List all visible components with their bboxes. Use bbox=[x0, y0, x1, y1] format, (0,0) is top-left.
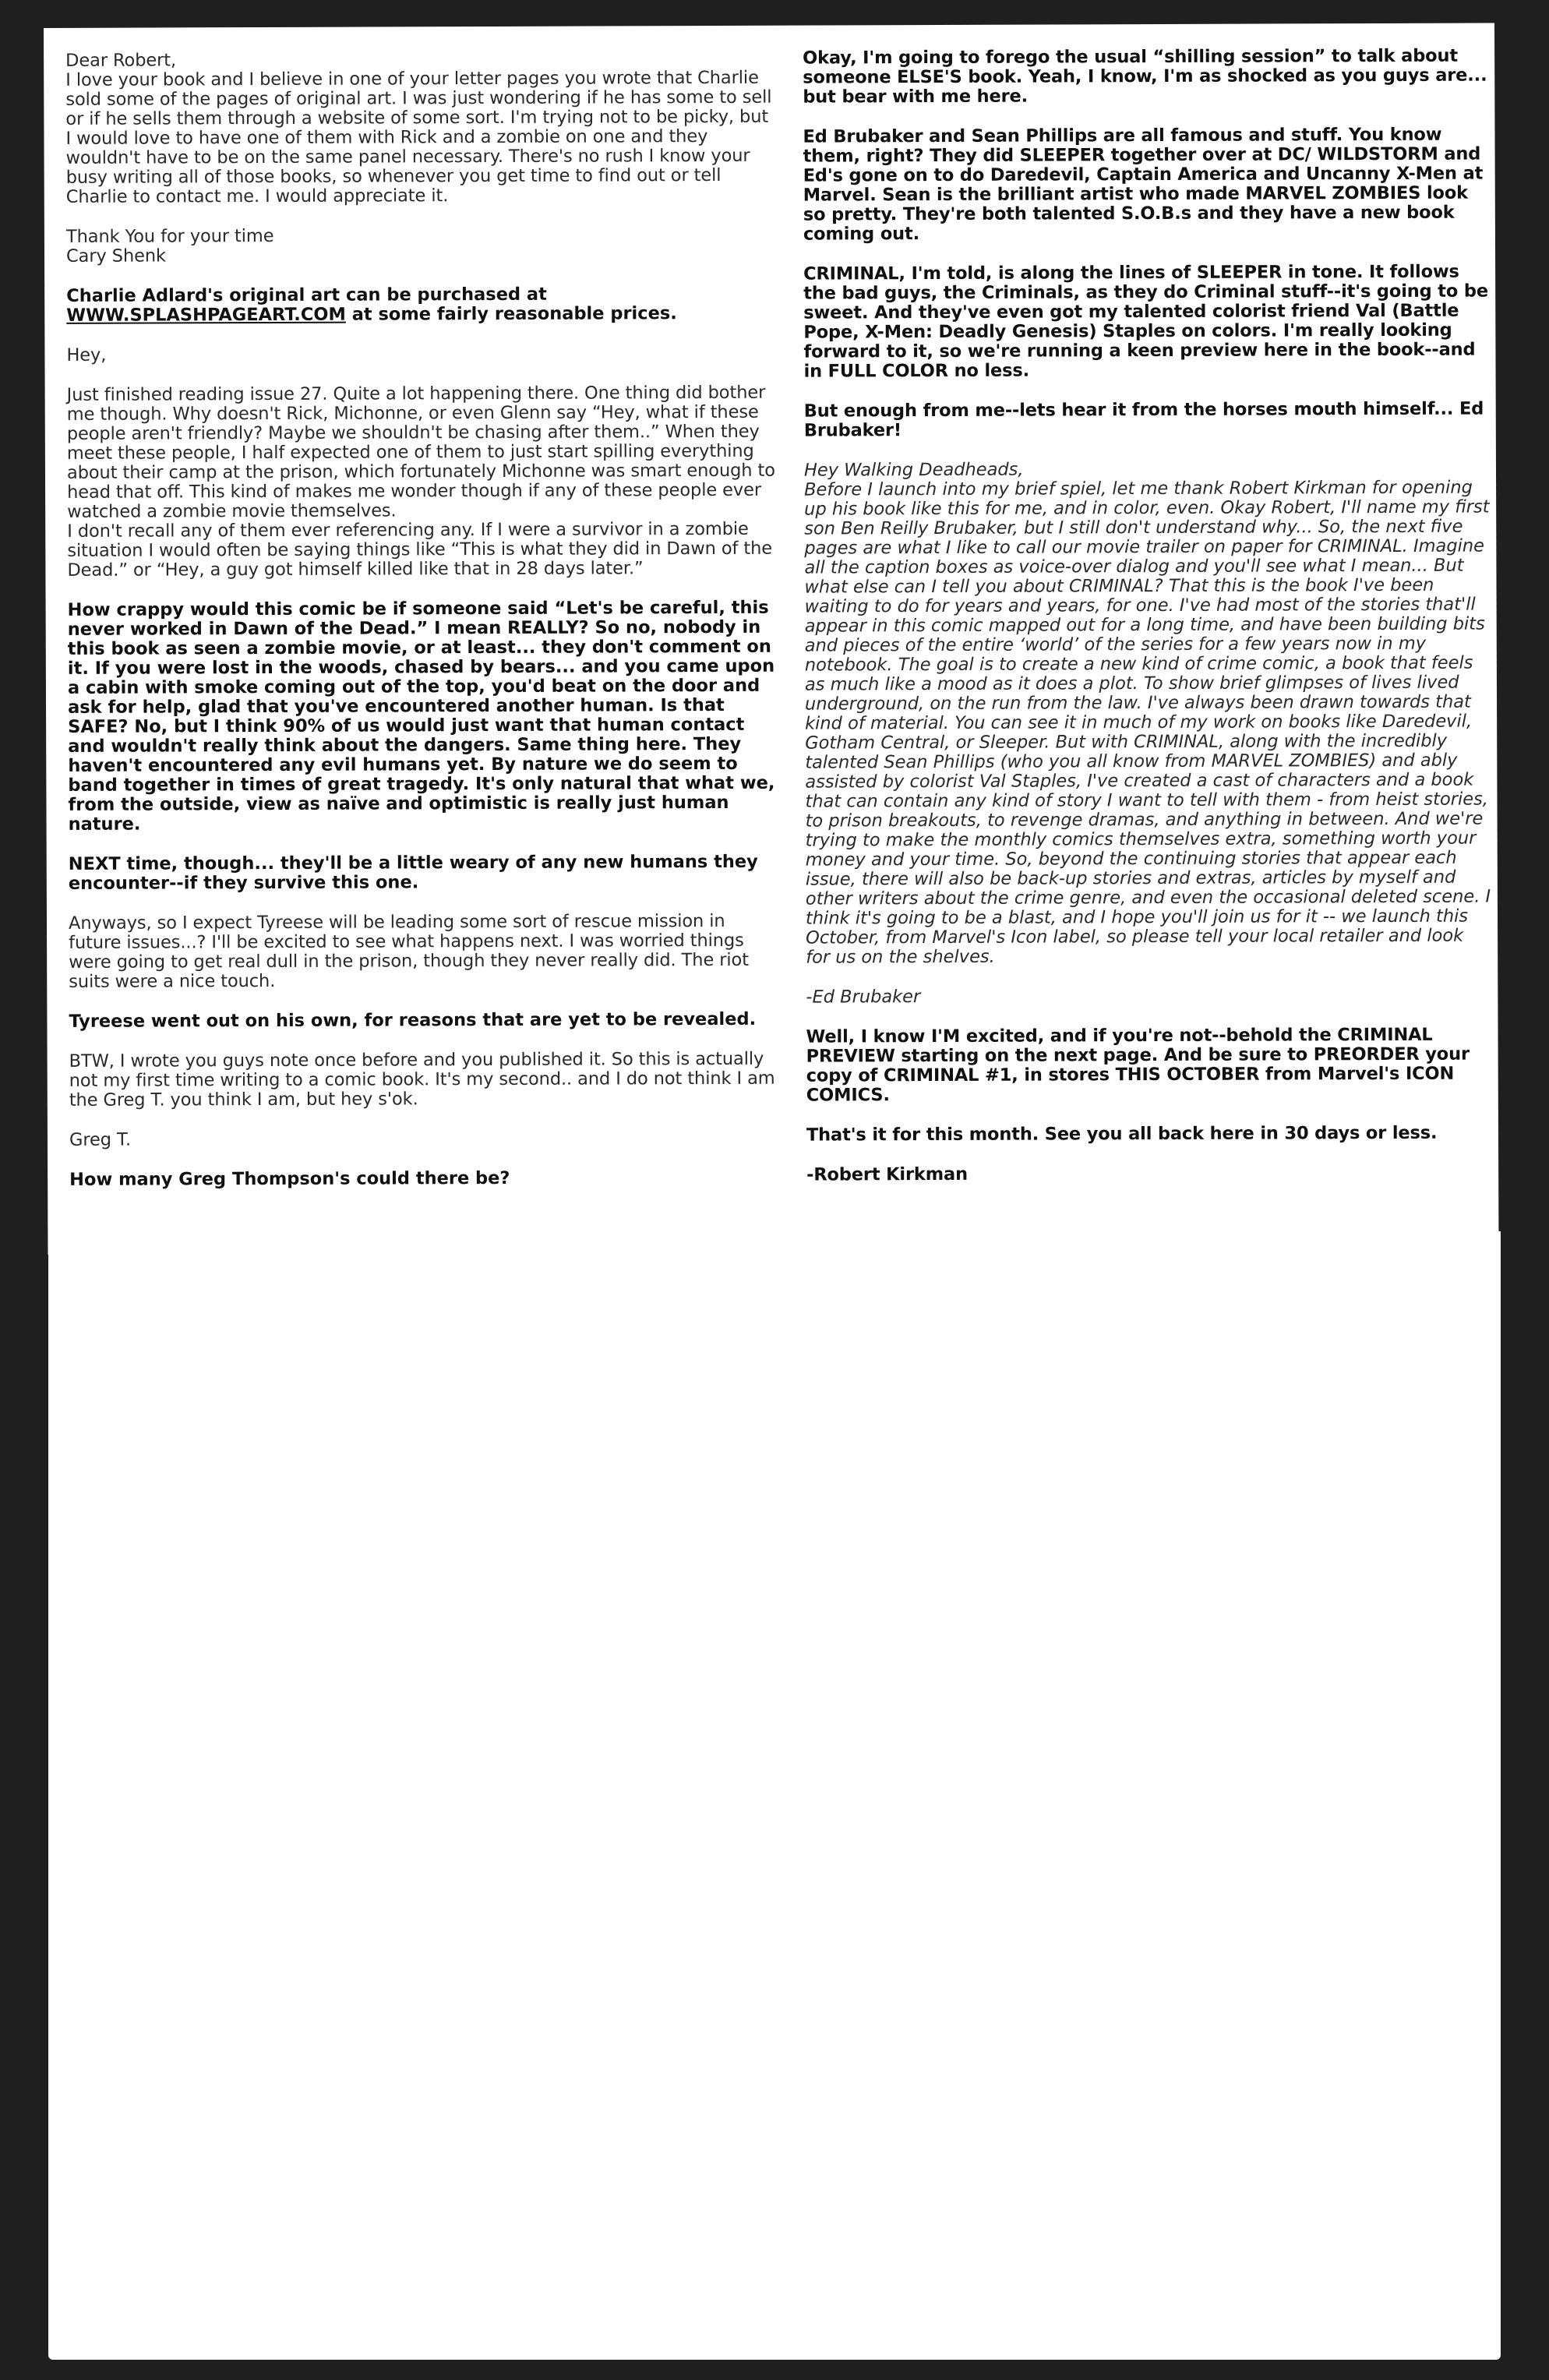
editor-outro: That's it for this month. See you all back here in 30 days or less. bbox=[806, 1122, 1438, 1146]
editor-reply bbox=[66, 284, 775, 326]
reply-text: at some fairly reasonable prices. bbox=[345, 303, 677, 325]
guest-signature: -Ed Brubaker bbox=[806, 987, 921, 1008]
splashpageart-link[interactable]: WWW.SPLASHPAGEART.COM bbox=[66, 304, 346, 326]
editor-outro: Well, I know I'M excited, and if you're not--behold the CRIMINAL PREVIEW starting on the next page. And be sure to PREORDER your copy of CRIMINAL #1, in stores THIS OCTOBER from Marvel's ICON COMICS. bbox=[806, 1024, 1470, 1106]
editor-reply: How many Greg Thompson's could there be? bbox=[69, 1167, 510, 1190]
letter-body: BTW, I wrote you guys note once before and you published it. So this is actually not my first time writing to a comic book. It's my second.. and I do not think I am the Greg T. you think I am, but hey s'ok. bbox=[69, 1048, 775, 1111]
editor-reply: NEXT time, though... they'll be a little weary of any new humans they encounter--if they survive this one. bbox=[68, 851, 758, 894]
editor-reply: Tyreese went out on his own, for reasons that are yet to be revealed. bbox=[69, 1008, 757, 1032]
letter-signature: Greg T. bbox=[69, 1129, 132, 1150]
letter-signature: Cary Shenk bbox=[65, 245, 166, 267]
letter-body: Anyways, so I expect Tyreese will be leading some sort of rescue mission in future issues...? I'll be excited to see what happens next. I was worried things were going to get real dull in the prison, though they never really did. The riot suits were a nice touch. bbox=[68, 910, 749, 992]
guest-letter-body: Before I launch into my brief spiel, let me thank Robert Kirkman for opening up his book like this for me, and in color, even. Okay Robert, I'll name my first son Ben Reilly Brubaker, but I still don't understand why... So, the next five pages are what I like to call our movie trailer on paper for CRIMINAL. Imagine all the caption boxes as voice-over dialog and you'll see what I mean... But what else can I tell you about CRIMINAL? That this is the book I've been waiting to do for years and years, for one. I've had most of the stories that'll appear in this comic mapped out for a long time, and have been building bits and pieces of the entire ‘world’ of the series for a few years now in my notebook. The goal is to create a new kind of crime comic, a book that feels as much like a mood as it does a plot. To show brief glimpses of lives lived underground, on the run from the law. I've always been drawn towards that kind of material. You can see it in much of my work on books like Daredevil, Gotham Central, or Sleeper. But with CRIMINAL, along with the incredibly talented Sean Phillips (who you all know from MARVEL ZOMBIES) and ably assisted by colorist Val Staples, I've created a cast of characters and a book that can contain any kind of story I want to tell with them - from heist stories, to prison breakouts, to revenge dramas, and anything in between. And we're trying to make the monthly comics themselves extra, something worth your money and your time. So, beyond the continuing stories that appear each issue, there will also be back-up stories and extras, articles by myself and other writers about the crime genre, and even the occasional deleted scene. I think it's going to be a blast, and I hope you'll join us for it -- we launch this October, from Marvel's Icon label, so please tell your local retailer and look for us on the shelves. bbox=[804, 477, 1491, 968]
letter-body: I love your book and I believe in one of your letter pages you wrote that Charlie sold some of the pages of original art. I was just wondering if he has some to sell or if he sells them through a website of some sort. I'm trying not to be picky, but I would love to have one of them with Rick and a zombie on one and they wouldn't have to be on the same panel necessary. There's no rush I know your busy writing all of those books, so whenever you get time to find out or tell Charlie to contact me. I would appreciate it. bbox=[65, 67, 772, 207]
letter-salutation: Dear Robert, bbox=[65, 50, 177, 71]
letters-page bbox=[44, 23, 1498, 1255]
blank-page-sheet bbox=[48, 1231, 1501, 2360]
editor-intro: CRIMINAL, I'm told, is along the lines of SLEEPER in tone. It follows the bad guys, the Criminals, as they do Criminal stuff--it's going to be sweet. And they've even got my talented colorist friend Val (Battle Pope, X-Men: Deadly Genesis) Staples on colors. I'm really looking forward to it, so we're running a keen preview here in the book--and in FULL COLOR no less. bbox=[803, 261, 1488, 382]
editor-reply: How crappy would this comic be if someone said “Let's be careful, this never worked in Dawn of the Dead.” I mean REALLY? So no, nobody in this book as seen a zombie movie, or at least... they don't comment on it. If you were lost in the woods, chased by bears... and you came upon a cabin with smoke coming out of the top, you'd beat on the door and ask for help, glad that you've encountered another human. Is that SAFE? No, but I think 90% of us would just want that human contact and wouldn't really think about the dangers. Same thing here. They haven't encountered any evil humans yet. By nature we do seem to band together in times of great tragedy. It's only natural that what we, from the outside, view as naïve and optimistic is really just human nature. bbox=[67, 597, 775, 835]
left-column bbox=[65, 49, 778, 1210]
editor-intro: Okay, I'm going to forego the usual “shilling session” to talk about someone ELSE'S book. Yeah, I know, I'm as shocked as you guys are... but bear with me here. bbox=[803, 45, 1487, 108]
editor-signature: -Robert Kirkman bbox=[806, 1164, 968, 1185]
guest-salutation: Hey Walking Deadheads, bbox=[803, 459, 1024, 481]
letter-salutation: Hey, bbox=[66, 344, 107, 365]
editor-intro: But enough from me--lets hear it from the horses mouth himself... Ed Brubaker! bbox=[803, 398, 1484, 441]
reply-text: Charlie Adlard's original art can be purchased at bbox=[66, 284, 547, 306]
right-column bbox=[803, 47, 1492, 1206]
letter-closing: Thank You for your time bbox=[65, 225, 274, 247]
letter-body: Just finished reading issue 27. Quite a lot happening there. One thing did bother me though. Why doesn't Rick, Michonne, or even Glenn say “Hey, what if these people aren't friendly? Maybe we shouldn't be chasing after them..” When they meet these people, I half expected one of them to just start spilling everything about their camp at the prison, which fortunately Michonne was smart enough to head that off. This kind of makes me wonder though if any of these people ever watched a zombie movie themselves. I don't recall any of them ever referencing any. If I were a survivor in a zombie situation I would often be saying things like “This is what they did in Dawn of the Dead.” or “Hey, a guy got himself killed like that in 28 days later.” bbox=[66, 382, 775, 581]
editor-intro: Ed Brubaker and Sean Phillips are all famous and stuff. You know them, right? They did SLEEPER together over at DC/ WILDSTORM and Ed's gone on to do Daredevil, Captain America and Uncanny X-Men at Marvel. Sean is the brilliant artist who made MARVEL ZOMBIES look so pretty. They're both talented S.O.B.s and they have a new book coming out. bbox=[803, 124, 1484, 245]
